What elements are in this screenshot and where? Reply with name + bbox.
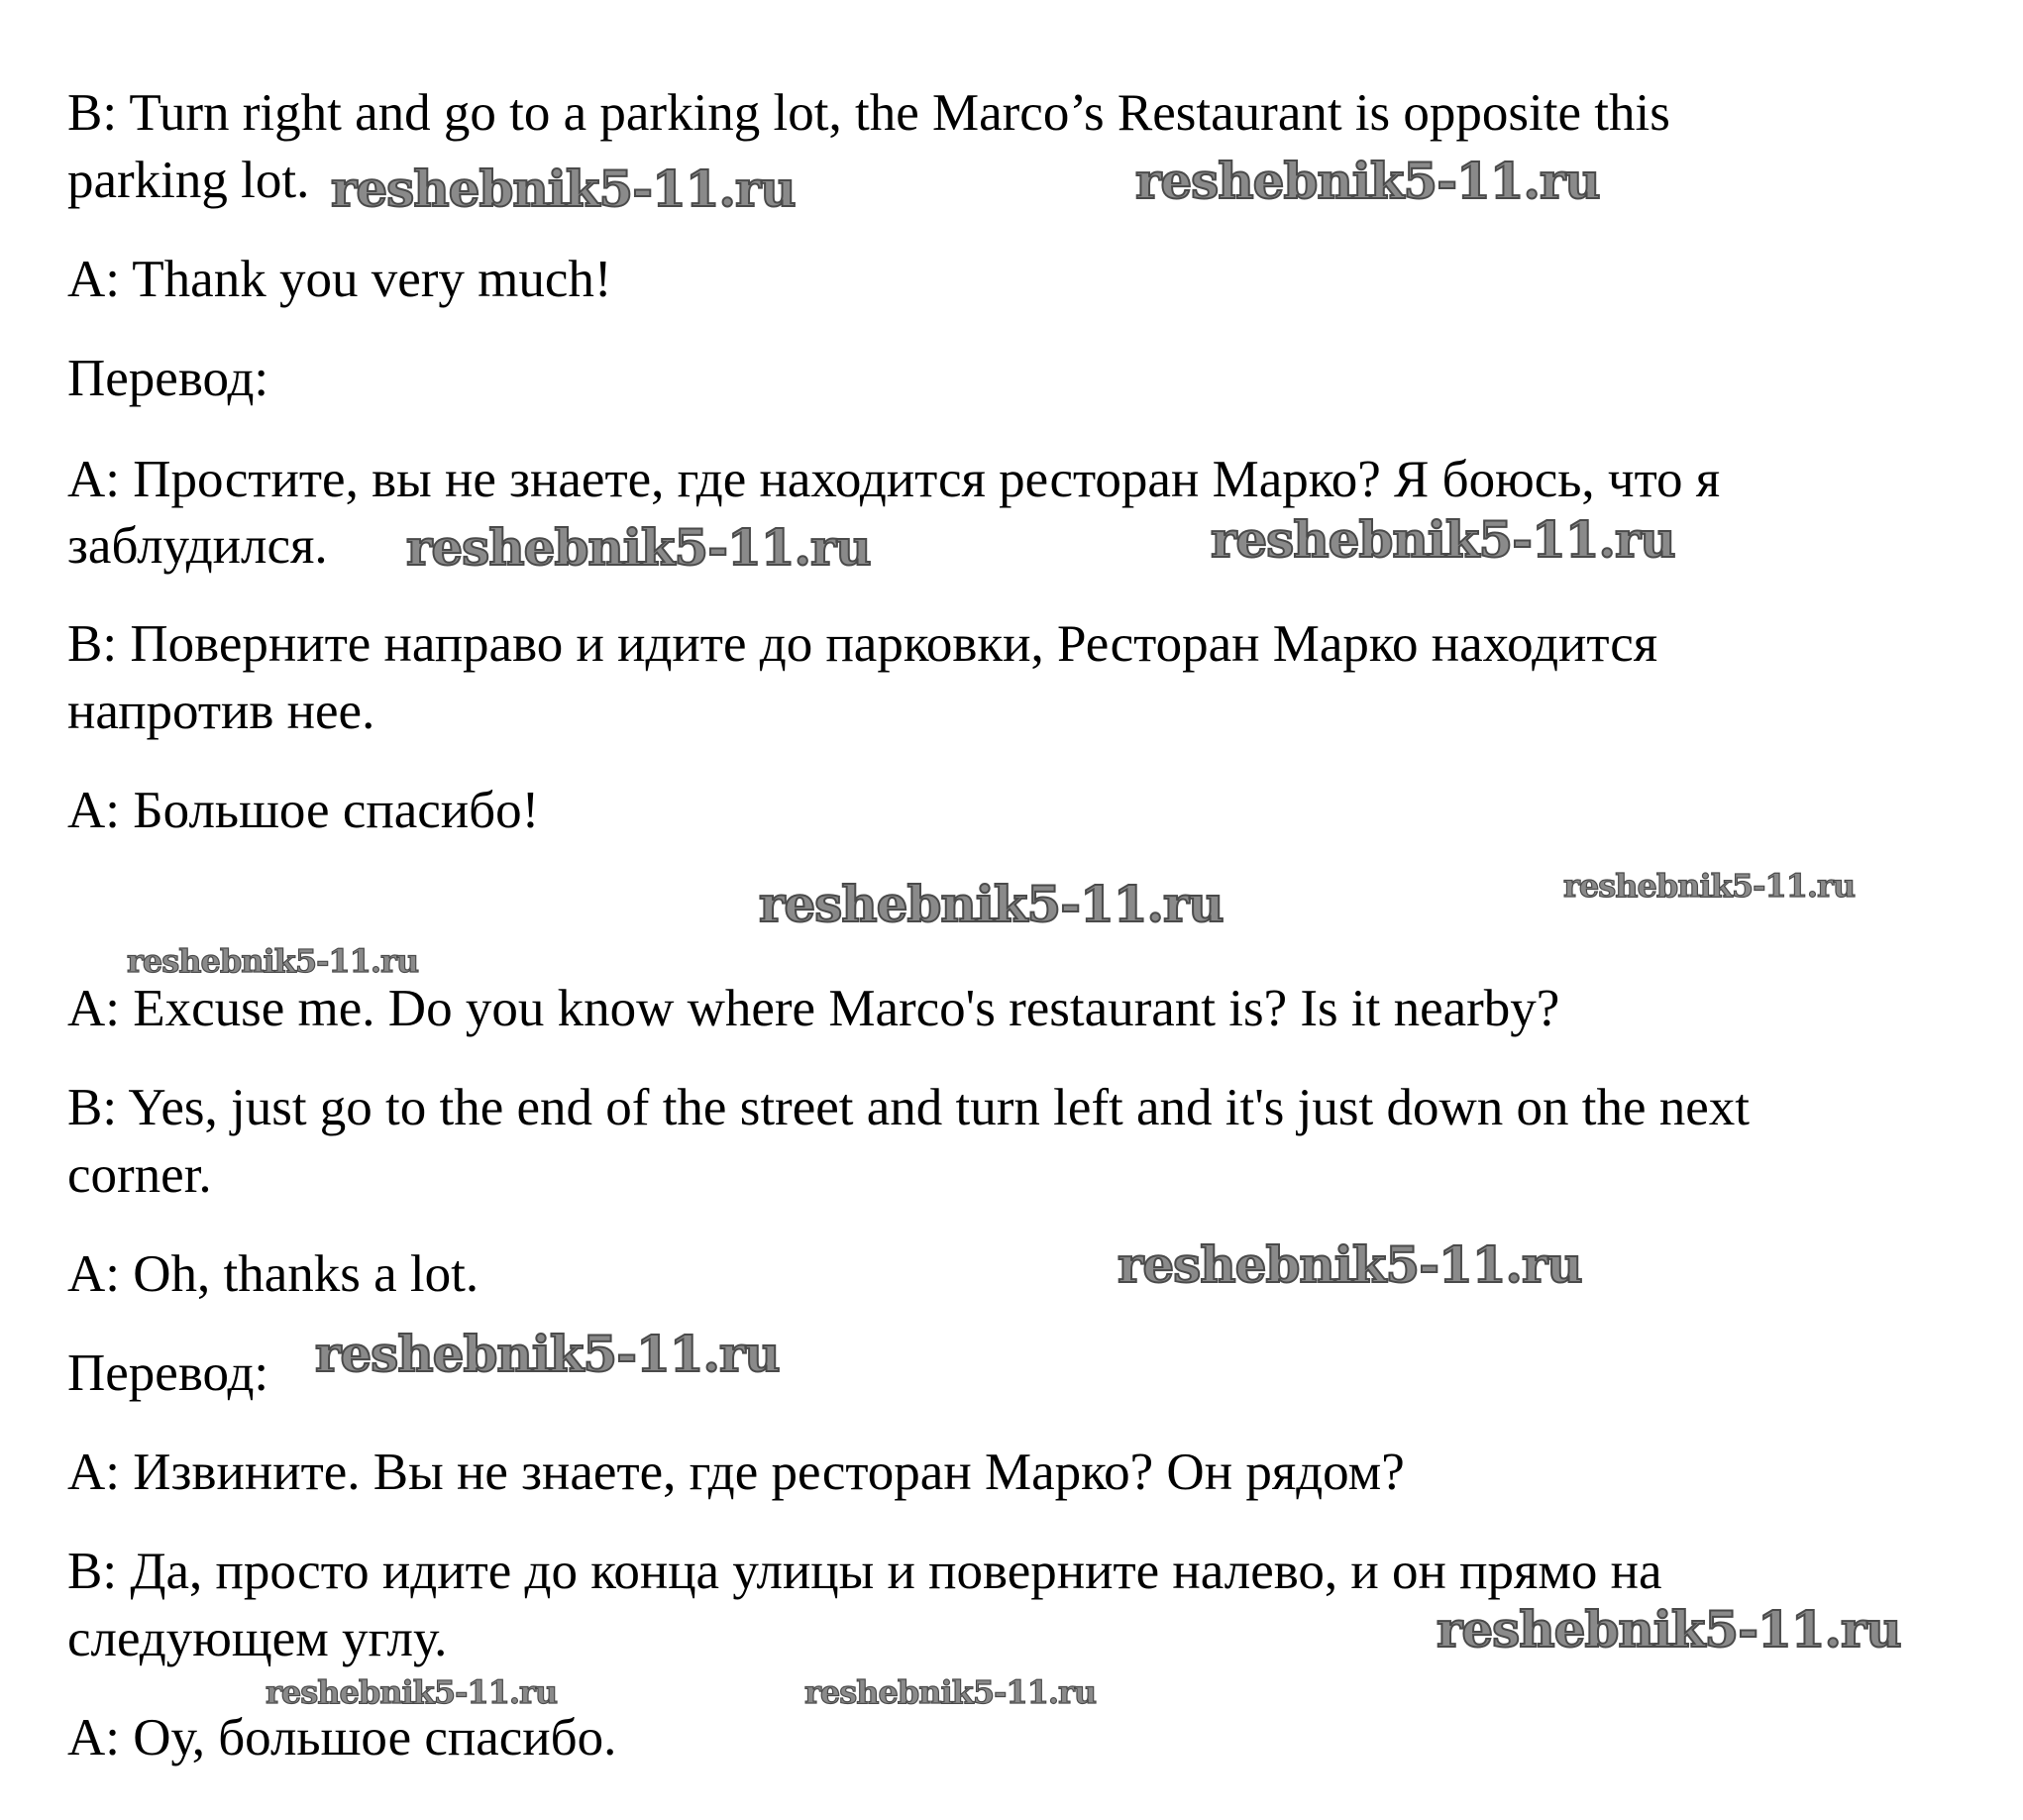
dialog1-ru-b-line1: B: Поверните направо и идите до парковки, Ресторан Марко находится [67, 615, 1658, 673]
dialog2-b-line2: corner. [67, 1146, 212, 1204]
dialog2-ru-b-line2: следующем углу. [67, 1610, 448, 1667]
watermark: reshebnik5-11.ru [1135, 152, 1600, 210]
dialog2-ru-b-line1: B: Да, просто идите до конца улицы и поверните налево, и он прямо на [67, 1543, 1662, 1600]
dialog2-ru-a-thanks: A: Оу, большое спасибо. [67, 1709, 617, 1766]
watermark: reshebnik5-11.ru [266, 1673, 558, 1711]
watermark: reshebnik5-11.ru [127, 942, 419, 980]
watermark: reshebnik5-11.ru [1437, 1600, 1901, 1659]
dialog2-a-line: A: Excuse me. Do you know where Marco's restaurant is? Is it nearby? [67, 980, 1560, 1037]
watermark: reshebnik5-11.ru [804, 1673, 1097, 1711]
dialog2-translation-label: Перевод: [67, 1344, 269, 1402]
dialog2-b-line1: B: Yes, just go to the end of the street and turn left and it's just down on the next [67, 1079, 1750, 1136]
watermark: reshebnik5-11.ru [1211, 510, 1675, 569]
dialog2-a-thanks: A: Oh, thanks a lot. [67, 1245, 479, 1303]
dialog1-ru-a-thanks: A: Большое спасибо! [67, 782, 540, 839]
dialog1-ru-a-line2: заблудился. [67, 517, 328, 575]
watermark: reshebnik5-11.ru [1563, 867, 1856, 905]
dialog1-ru-a-line1: A: Простите, вы не знаете, где находится ресторан Марко? Я боюсь, что я [67, 451, 1721, 508]
watermark: reshebnik5-11.ru [315, 1325, 780, 1383]
dialog1-ru-b-line2: напротив нее. [67, 683, 375, 740]
watermark: reshebnik5-11.ru [1118, 1235, 1582, 1294]
dialog1-a-thanks: A: Thank you very much! [67, 251, 612, 308]
dialog1-translation-label: Перевод: [67, 350, 269, 407]
dialog1-b-line1: B: Turn right and go to a parking lot, the Marco’s Restaurant is opposite this [67, 84, 1670, 142]
watermark: reshebnik5-11.ru [759, 875, 1224, 933]
watermark: reshebnik5-11.ru [406, 518, 871, 577]
watermark: reshebnik5-11.ru [331, 160, 796, 218]
dialog1-b-line2: parking lot. [67, 152, 310, 209]
dialog2-ru-a-line: A: Извините. Вы не знаете, где ресторан Марко? Он рядом? [67, 1444, 1405, 1501]
